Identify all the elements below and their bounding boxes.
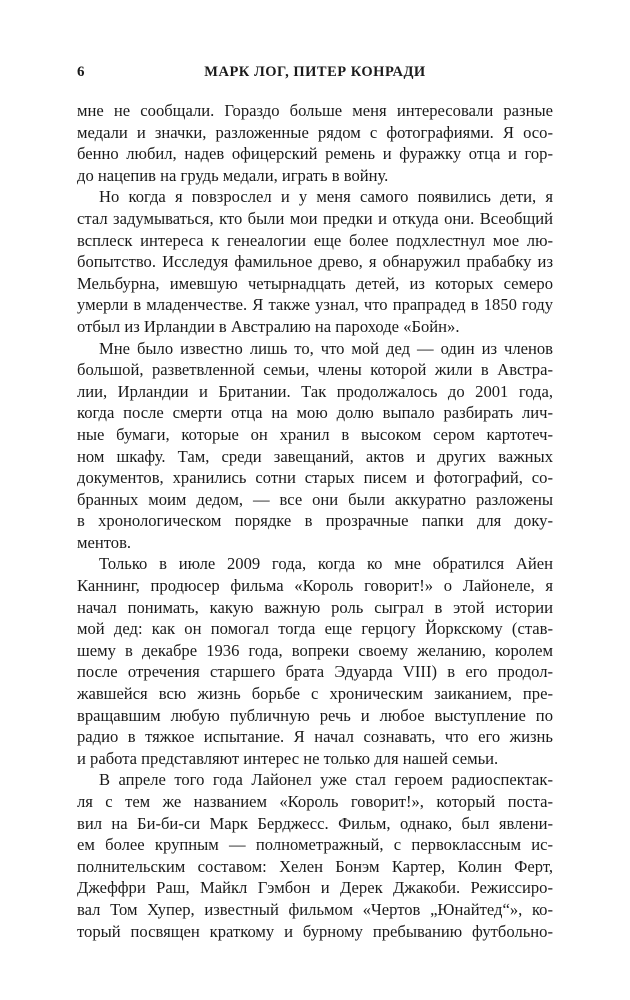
text-line: документов, хранились сотни старых писем и фотографий, со- xyxy=(77,468,553,488)
text-line: начал понимать, какую важную роль сыграл в этой истории xyxy=(77,597,553,617)
text-line: бенно любил, надев офицерский ремень и фуражку отца и гор- xyxy=(77,144,553,164)
paragraph xyxy=(77,338,553,554)
paragraph xyxy=(77,100,553,186)
body-text xyxy=(77,100,553,942)
text-line: когда после смерти отца на мою долю выпало разбирать лич- xyxy=(77,403,553,423)
page-header xyxy=(77,60,553,84)
text-line: отбыл из Ирландии в Австралию на пароходе «Бойн». xyxy=(77,316,460,336)
text-line: жавшейся всю жизнь борьбе с хроническим заиканием, пре- xyxy=(77,684,553,704)
text-line: вал Том Хупер, известный фильмом «Чертов „Юнайтед“», ко- xyxy=(77,899,553,919)
text-line: полнительским составом: Хелен Бонэм Картер, Колин Ферт, xyxy=(77,856,553,876)
text-line: Но когда я повзрослел и у меня самого появились дети, я xyxy=(99,187,553,207)
text-line: после отречения старшего брата Эдуарда VIII) в его продол- xyxy=(77,662,553,682)
text-line: бопытство. Исследуя фамильное древо, я обнаружил прабабку из xyxy=(77,252,553,272)
text-line: мой дед: как он помогал тогда еще герцогу Йоркскому (став- xyxy=(77,619,553,639)
text-line: радио в тяжкое испытание. Я начал сознавать, что его жизнь xyxy=(77,727,553,747)
text-line: ля с тем же названием «Король говорит!», который поста- xyxy=(77,792,553,811)
text-line: умерли в младенчестве. Я также узнал, что прапрадед в 1850 году xyxy=(77,295,553,315)
text-line: ем более крупным — полнометражный, с первоклассным ис- xyxy=(77,835,553,855)
text-line: ном шкафу. Там, среди завещаний, актов и других важных xyxy=(77,446,553,466)
text-line: медали и значки, разложенные рядом с фотографиями. Я осо- xyxy=(77,122,553,142)
text-line: шему в декабре 1936 года, вопреки своему желанию, королем xyxy=(77,640,553,660)
text-line: Мне было известно лишь то, что мой дед — один из членов xyxy=(99,338,553,358)
text-line: до нацепив на грудь медали, играть в войну. xyxy=(77,165,389,185)
text-line: Каннинг, продюсер фильма «Король говорит!» о Лайонеле, я xyxy=(77,576,553,596)
text-line: стал задумываться, кто были мои предки и откуда они. Всеобщий xyxy=(77,208,553,228)
paragraph xyxy=(77,186,553,337)
text-line: лии, Ирландии и Британии. Так продолжалось до 2001 года, xyxy=(77,381,553,401)
text-line: ные бумаги, которые он хранил в высоком сером картотеч- xyxy=(77,424,553,444)
text-line: ментов. xyxy=(77,532,132,552)
text-line: В апреле того года Лайонел уже стал героем радиоспектак- xyxy=(99,770,553,790)
page-number: 6 xyxy=(77,64,85,80)
text-line: Джеффри Раш, Майкл Гэмбон и Дерек Джакоби. Режиссиро- xyxy=(77,878,553,898)
paragraph xyxy=(77,769,553,942)
text-line: торый посвящен краткому и бурному пребыванию футбольно- xyxy=(77,921,553,941)
text-line: Мельбурна, имевшую четырнадцать детей, из которых семеро xyxy=(77,273,553,293)
paragraph xyxy=(77,553,553,769)
text-line: всплеск интереса к генеалогии еще более подхлестнул мое лю- xyxy=(77,230,553,250)
text-line: в хронологическом порядке в прозрачные папки для доку- xyxy=(77,511,553,531)
text-line: вил на Би-би-си Марк Берджесс. Фильм, однако, был явлени- xyxy=(77,813,553,833)
text-line: мне не сообщали. Гораздо больше меня интересовали разные xyxy=(77,101,553,120)
text-line: бранных моим дедом, — все они были аккуратно разложены xyxy=(77,489,553,509)
text-line: и работа представляют интерес не только для нашей семьи. xyxy=(77,748,499,768)
text-line: большой, разветвленной семьи, члены которой жили в Австра- xyxy=(77,360,553,380)
text-line: Только в июле 2009 года, когда ко мне обратился Айен xyxy=(99,554,553,574)
running-title: МАРК ЛОГ, ПИТЕР КОНРАДИ xyxy=(204,64,426,80)
text-line: вращавшим любую публичную речь и любое выступление по xyxy=(77,705,553,725)
